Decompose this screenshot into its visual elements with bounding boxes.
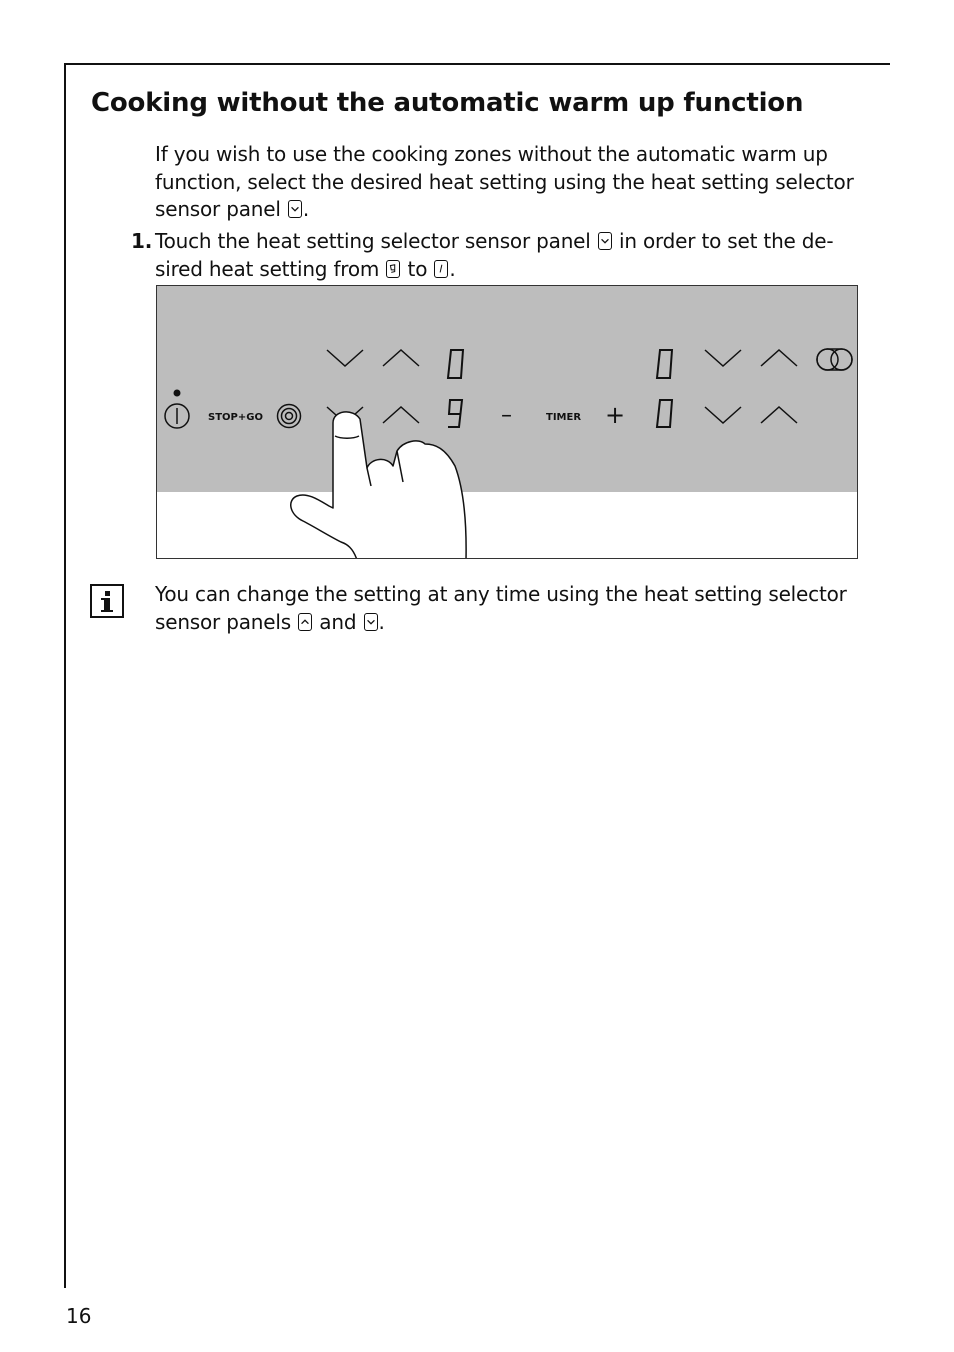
chevron-down-icon [364,613,378,631]
section-heading: Cooking without the automatic warm up function [91,88,804,118]
chevron-down-icon [598,232,612,250]
frame-top-rule [64,63,890,65]
digit-9-icon [386,260,400,278]
control-panel-illustration [156,285,858,559]
digit-1-icon [434,260,448,278]
sensor-panel-background [157,286,858,492]
info-note: You can change the setting at any time using the heat setting selector sensor panels and . [155,582,847,634]
chevron-up-icon [298,613,312,631]
frame-left-rule [64,63,66,1288]
info-icon [90,584,124,618]
timer-plus[interactable]: + [605,401,626,429]
timer-minus[interactable]: – [501,403,512,428]
stop-go-label[interactable]: STOP+GO [208,412,263,423]
intro-paragraph: If you wish to use the cooking zones without the automatic warm up function, select the desired heat setting using the heat setting selector sensor panel . [155,142,854,221]
chevron-down-icon [288,200,302,218]
step-number: 1. [131,229,153,253]
timer-label: TIMER [546,412,582,423]
step-text: Touch the heat setting selector sensor panel in order to set the de-sired heat setting from to . [155,229,834,281]
page-number: 16 [66,1304,92,1328]
